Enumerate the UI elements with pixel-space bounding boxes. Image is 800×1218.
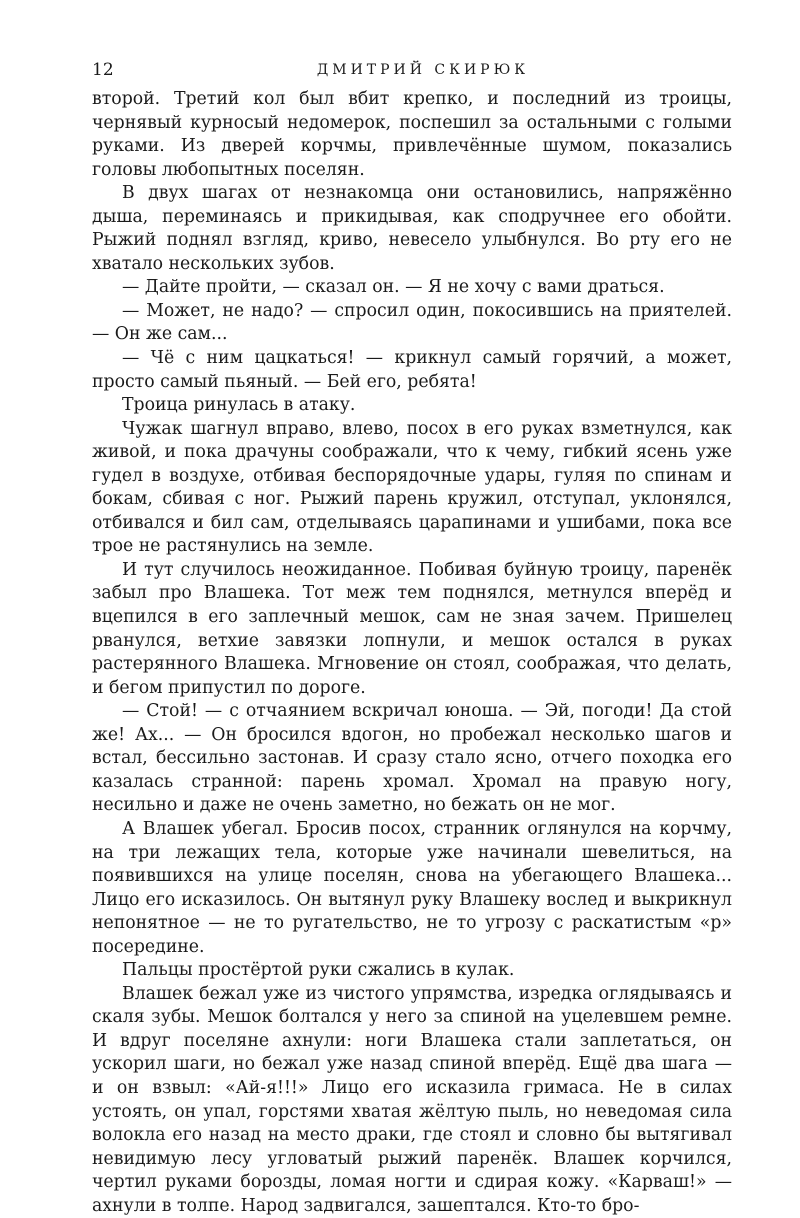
paragraph: — Стой! — с отчаянием вскричал юноша. — Эй, погоди! Да стой же! Ах... — Он бросился вдогон, но пробежал несколько шагов и встал, бессильно застонав. И сразу стало ясно, отчего походка его казалась странной: парень хромал. Хромал на правую ногу, несильно и даже не очень заметно, но бежать он не мог. — [92, 701, 732, 816]
paragraph: — Дайте пройти, — сказал он. — Я не хочу с вами драться. — [122, 277, 665, 298]
paragraph: — Может, не надо? — спросил один, покосившись на приятелей. — Он же сам... — [92, 300, 732, 345]
paragraph: — Чё с ним цацкаться! — крикнул самый горячий, а может, просто самый пьяный. — Бей его, ребята! — [92, 348, 732, 392]
paragraph: Чужак шагнул вправо, влево, посох в его руках взметнулся, как живой, и пока драчуны соображали, что к чему, гибкий ясень уже гудел в воздухе, отбивая беспорядочные удары, гуляя по спинам и бокам, сбивая с ног. Рыжий парень кружил, отступал, уклонялся, отбивался и бил сам, отделываясь царапинами и ушибами, пока все трое не растянулись на земле. — [92, 418, 732, 557]
body-text — [92, 88, 732, 1218]
paragraph: А Влашек убегал. Бросив посох, странник оглянулся на корчму, на три лежащих тела, которые уже начинали шевелиться, на появившихся на улице поселян, снова на убегающего Влашека... Лицо его исказилось. Он вытянул руку Влашеку вослед и выкрикнул непонятное — не то ругательство, не то угрозу с раскатистым «р» посередине. — [92, 818, 732, 957]
page-header — [92, 58, 732, 82]
paragraph: В двух шагах от незнакомца они остановились, напряжённо дыша, переминаясь и прикидывая, как сподручнее его обойти. Рыжий поднял взгляд, криво, невесело улыбнулся. Во рту его не хватало нескольких зубов. — [92, 183, 732, 274]
paragraph: Влашек бежал уже из чистого упрямства, изредка оглядываясь и скаля зубы. Мешок болтался у него за спиной на уцелевшем ремне. И вдруг поселяне ахнули: ноги Влашека стали заплетаться, он ускорил шаги, но бежал уже назад спиной вперёд. Ещё два шага — и он взвыл: «Ай-я!!!» Лицо его исказила гримаса. Не в силах устоять, он упал, горстями хватая жёлтую пыль, но неведомая сила волокла его назад на место драки, где стоял и словно бы вытягивал невидимую лесу угловатый рыжий паренёк. Влашек корчился, чертил руками борозды, ломая ногти и сдирая кожу. «Карваш!» — ахнули в толпе. Народ задвигался, зашептался. Кто-то бро- — [92, 983, 732, 1216]
paragraph: второй. Третий кол был вбит крепко, и последний из троицы, чернявый курносый недомерок, поспешил за остальными с голыми руками. Из дверей корчмы, привлечённые шумом, показались головы любопытных поселян. — [92, 89, 732, 180]
paragraph: Пальцы простёртой руки сжались в кулак. — [122, 960, 515, 981]
running-title: ДМИТРИЙ СКИРЮК — [316, 62, 530, 78]
page-number: 12 — [92, 60, 114, 80]
paragraph: И тут случилось неожиданное. Побивая буйную троицу, паренёк забыл про Влашека. Тот меж тем поднялся, метнулся вперёд и вцепился в его заплечный мешок, сам не зная зачем. Пришелец рванулся, ветхие завязки лопнули, и мешок остался в руках растерянного Влашека. Мгновение он стоял, соображая, что делать, и бегом припустил по дороге. — [92, 559, 732, 698]
paragraph: Троица ринулась в атаку. — [122, 395, 356, 416]
